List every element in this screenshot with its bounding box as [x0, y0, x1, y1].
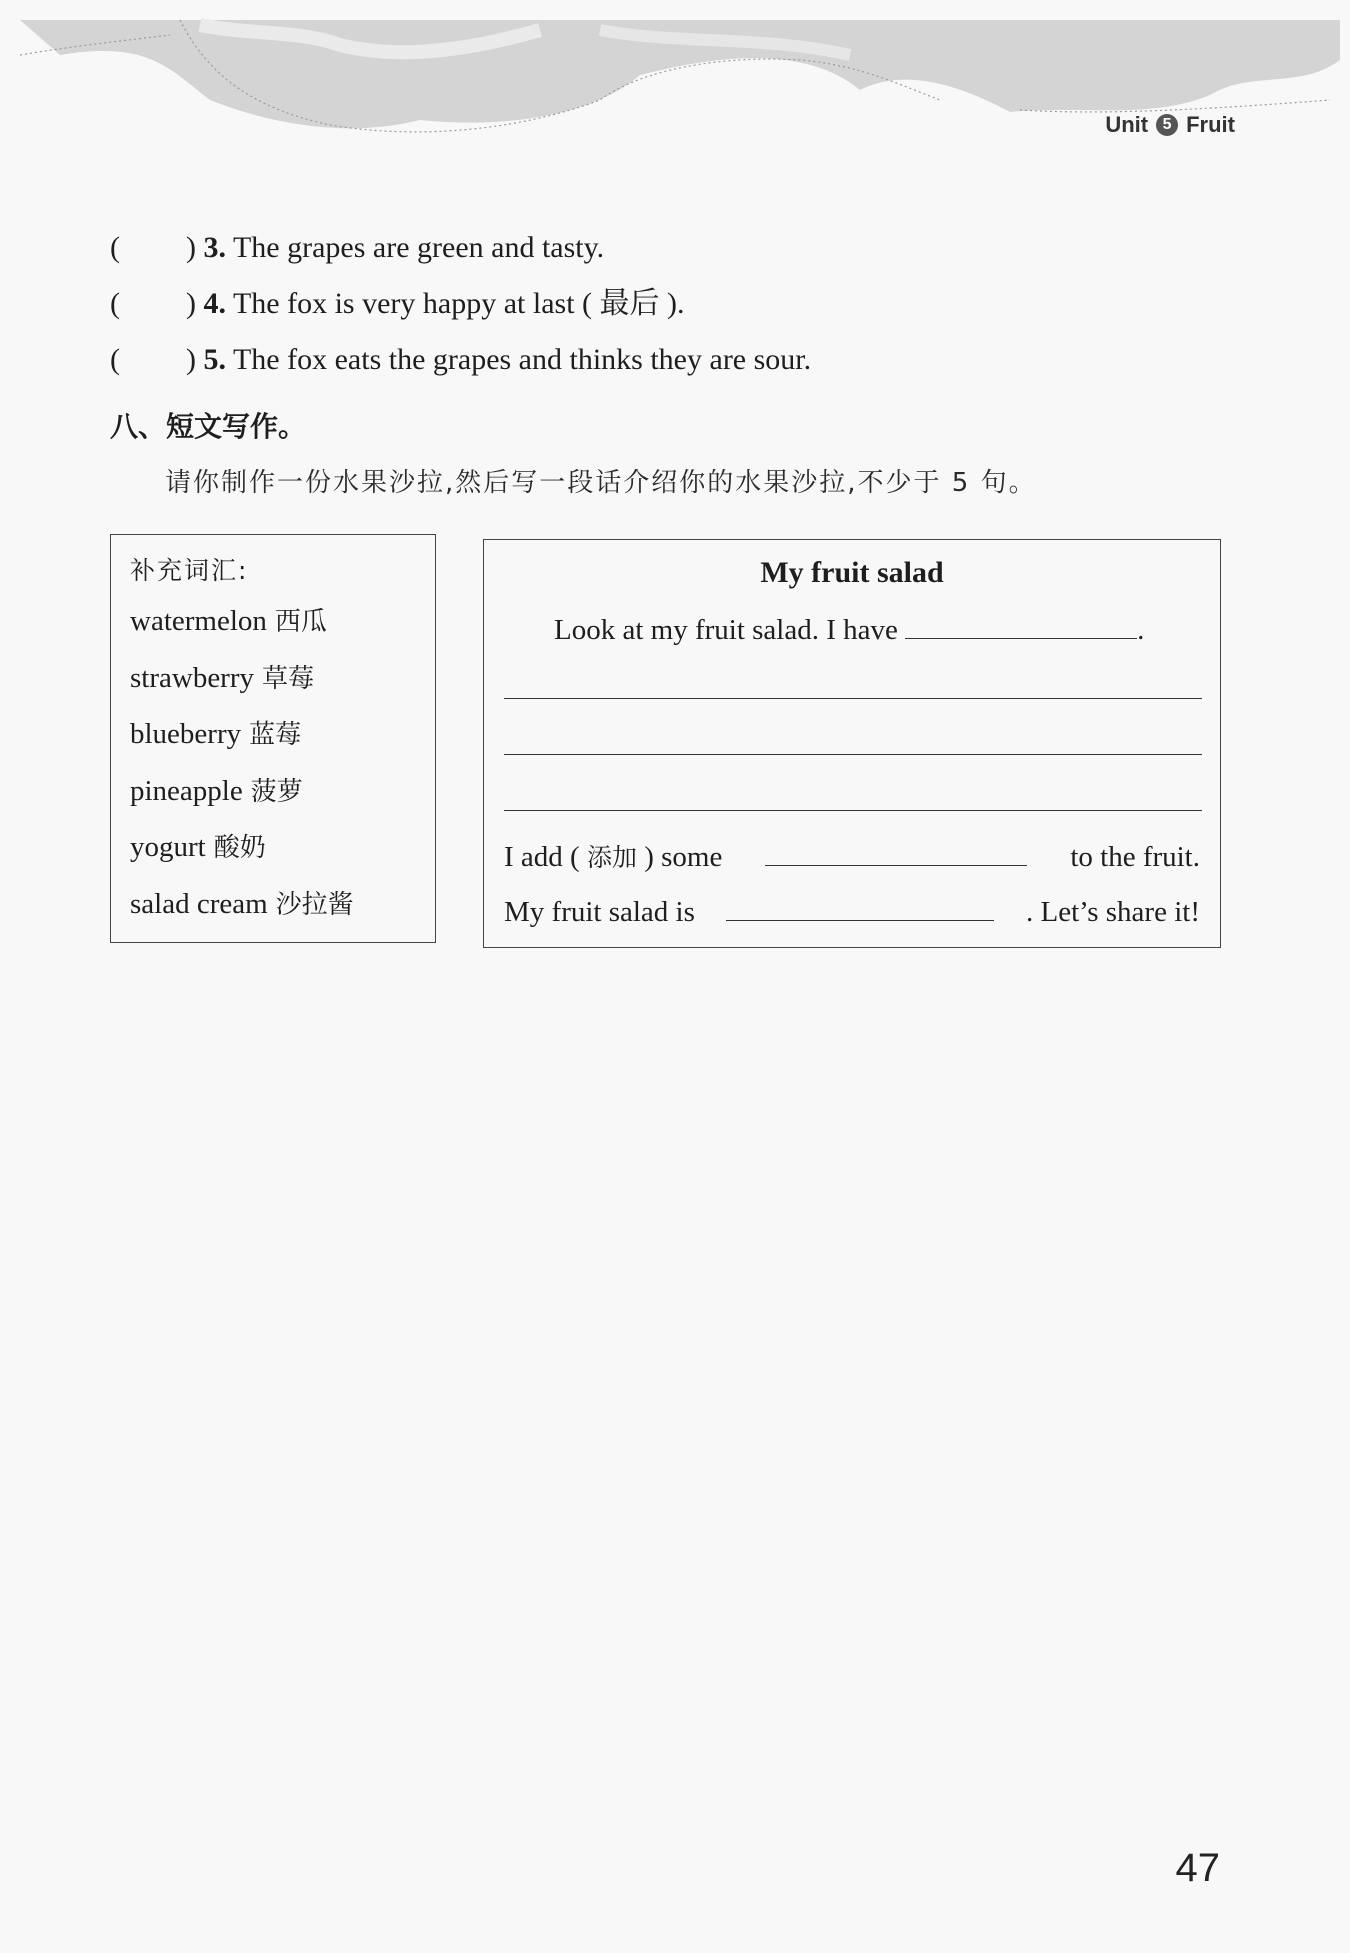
vocab-english: blueberry [130, 718, 242, 750]
vocabulary-item [130, 650, 435, 707]
writing-rule-line[interactable] [504, 810, 1202, 811]
vocab-english: yogurt [130, 831, 206, 863]
add-chinese: 添加 [586, 843, 637, 872]
vocab-english: strawberry [130, 661, 255, 694]
exercise-item [110, 230, 604, 266]
section-instruction: 请你制作一份水果沙拉,然后写一段话介绍你的水果沙拉,不少于 5 句。 [165, 468, 1037, 498]
answer-bracket-open[interactable]: ( [110, 231, 120, 264]
vocab-english: pineapple [130, 774, 243, 807]
item-text: The fox is very happy at last ( 最后 ). [232, 287, 685, 320]
intro-period: . [1137, 614, 1145, 646]
add-text-before: I add ( [504, 841, 580, 873]
answer-bracket-close: ) [186, 343, 196, 376]
vocabulary-box [110, 534, 436, 943]
vocabulary-title: 补充词汇: [130, 556, 249, 585]
item-text: The fox eats the grapes and thinks they are sour. [232, 343, 812, 376]
item-number: 3. [203, 231, 226, 264]
unit-label: Unit [1105, 112, 1149, 137]
vocab-chinese: 西瓜 [274, 607, 327, 637]
exercise-item [110, 286, 685, 322]
unit-title: Fruit [1186, 112, 1235, 137]
add-text-after: ) some [644, 841, 723, 873]
vocabulary-item [130, 876, 435, 933]
exercise-item [110, 342, 811, 378]
vocabulary-item [130, 706, 435, 763]
section-title: 八、短文写作。 [110, 410, 307, 443]
vocab-chinese: 酸奶 [213, 833, 266, 863]
item-text: The grapes are green and tasty. [232, 231, 605, 264]
answer-bracket-close: ) [186, 231, 196, 264]
page-number: 47 [1175, 1846, 1220, 1890]
vocabulary-item [130, 819, 435, 876]
writing-rule-line[interactable] [504, 698, 1202, 699]
vocabulary-item [130, 763, 435, 820]
final-text-before: My fruit salad is [504, 896, 695, 928]
add-text-end: to the fruit. [1070, 841, 1200, 873]
unit-number-badge: 5 [1156, 114, 1178, 136]
writing-line-final [504, 894, 1200, 929]
intro-text: Look at my fruit salad. I have [554, 614, 898, 646]
final-text-end: . Let’s share it! [1026, 896, 1200, 928]
writing-title: My fruit salad [760, 556, 944, 589]
vocab-chinese: 草莓 [262, 663, 315, 694]
vocab-chinese: 沙拉酱 [275, 889, 354, 920]
answer-bracket-open[interactable]: ( [110, 343, 120, 376]
intro-blank[interactable] [905, 612, 1137, 639]
add-blank[interactable] [765, 839, 1027, 866]
vocab-english: watermelon [130, 605, 267, 637]
vocabulary-item [130, 593, 435, 650]
answer-bracket-close: ) [186, 287, 196, 320]
vocab-chinese: 菠萝 [250, 776, 303, 807]
item-number: 5. [203, 343, 226, 376]
answer-bracket-open[interactable]: ( [110, 287, 120, 320]
final-blank[interactable] [726, 894, 994, 921]
writing-line-intro [554, 612, 1144, 647]
writing-rule-line[interactable] [504, 754, 1202, 755]
unit-header [1105, 112, 1235, 138]
vocab-english: salad cream [130, 887, 268, 920]
writing-line-add [504, 838, 1200, 874]
writing-box [483, 539, 1221, 948]
item-number: 4. [203, 287, 226, 320]
vocab-chinese: 蓝莓 [249, 720, 302, 750]
